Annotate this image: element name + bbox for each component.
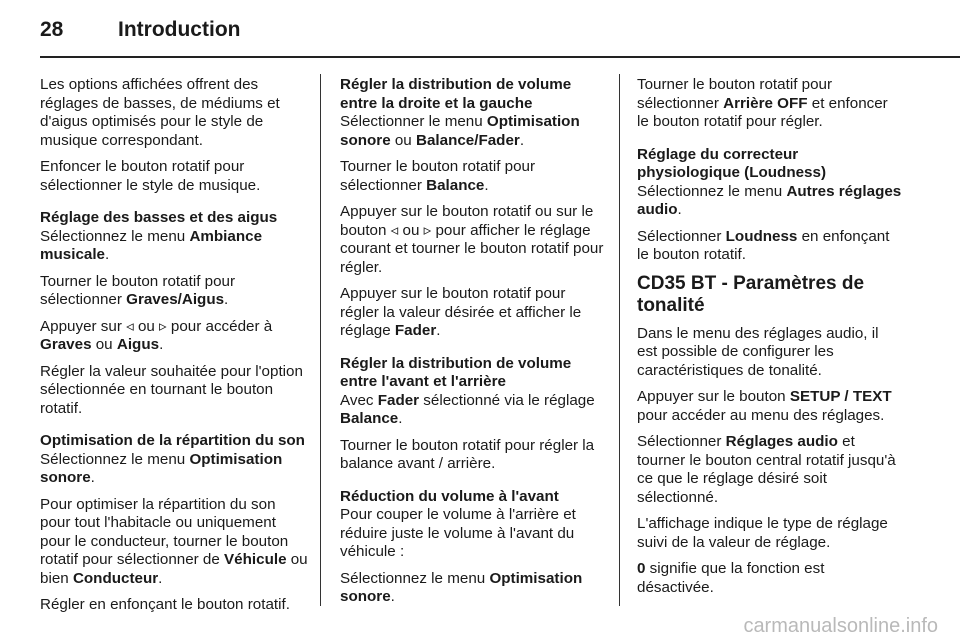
paragraph: Appuyer sur le bouton rotatif pour régler la valeur désirée et afficher le réglage Fader. [340,285,582,339]
paragraph: L'affichage indique le type de réglage suivi de la valeur de réglage. [637,515,888,551]
section-title: Introduction [118,18,241,41]
paragraph: Régler la valeur souhaitée pour l'option sélectionnée en tournant le bouton rotatif. [40,362,303,417]
column-1 [40,76,308,623]
paragraph: Tourner le bouton rotatif pour sélectionner Balance. [340,158,536,194]
paragraph: Sélectionnez le menu Ambiance musicale. [40,227,263,263]
paragraph: Sélectionnez le menu Optimisation sonore. [40,450,283,486]
subheading: Réglage du correcteur physiologique (Loudness) [637,145,826,181]
page-number: 28 [40,18,64,41]
paragraph: 0 signifie que la fonction est désactivée. [637,560,825,596]
page-header [40,18,240,50]
subheading: Optimisation de la répartition du son [40,432,305,449]
paragraph: Tourner le bouton rotatif pour sélectionner Arrière OFF et enfoncer le bouton rotatif pour régler. [637,76,888,130]
subheading: Réduction du volume à l'avant [340,487,559,505]
paragraph: Régler en enfonçant le bouton rotatif. [40,596,290,613]
paragraph: Sélectionner Loudness en enfonçant le bouton rotatif. [637,227,890,263]
paragraph: Sélectionnez le menu Autres réglages audio. [637,182,902,218]
paragraph: Les options affichées offrent des réglages de basses, de médiums et d'aigus optimisés pour le style de musique correspondant. [40,76,280,149]
paragraph: Avec Fader sélectionné via le réglage Balance. [340,391,595,427]
paragraph: Tourner le bouton rotatif pour sélectionner Graves/Aigus. [40,272,236,308]
column-divider [619,74,620,606]
paragraph: Enfoncer le bouton rotatif pour sélectionner le style de musique. [40,158,261,194]
paragraph: Appuyer sur le bouton SETUP / TEXT pour accéder au menu des réglages. [637,388,892,424]
paragraph: Sélectionner le menu Optimisation sonore ou Balance/Fader. [340,113,580,149]
column-divider [320,74,321,606]
paragraph: Appuyer sur ◃ ou ▹ pour accéder à Graves ou Aigus. [40,317,273,353]
column-3 [637,76,902,605]
subheading: Régler la distribution de volume entre la droite et la gauche [340,76,572,112]
header-rule [40,56,960,58]
watermark: carmanualsonline.info [743,615,938,637]
section-heading: CD35 BT - Paramètres de tonalité [637,272,865,316]
paragraph: Dans le menu des réglages audio, il est possible de configurer les caractéristiques de tonalité. [637,324,879,379]
paragraph: Appuyer sur le bouton rotatif ou sur le bouton ◃ ou ▹ pour afficher le réglage courant et tourner le bouton rotatif pour régler. [340,203,604,276]
subheading: Réglage des basses et des aigus [40,209,278,226]
paragraph: Sélectionnez le menu Optimisation sonore. [340,569,583,605]
subheading: Régler la distribution de volume entre l'avant et l'arrière [340,354,572,390]
paragraph: Tourner le bouton rotatif pour régler la balance avant / arrière. [340,436,595,472]
paragraph: Pour couper le volume à l'arrière et réduire juste le volume à l'avant du véhicule : [340,506,576,560]
column-2 [340,76,605,615]
paragraph: Pour optimiser la répartition du son pour tout l'habitacle ou uniquement pour le conducteur, tourner le bouton rotatif pour sélectionner de Véhicule ou bien Conducteur. [40,495,308,587]
paragraph: Sélectionner Réglages audio et tourner le bouton central rotatif jusqu'à ce que le réglage désiré soit sélectionné. [637,433,896,506]
